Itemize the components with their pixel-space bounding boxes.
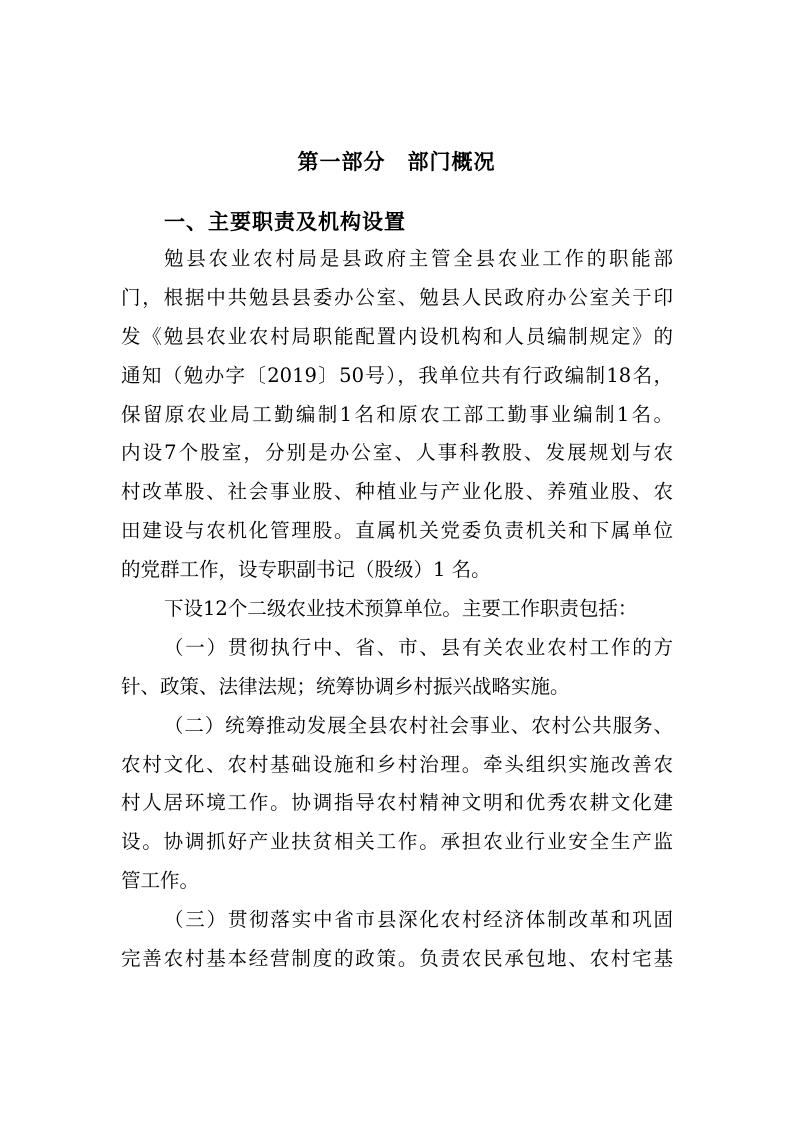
paragraph-1-line: 通知（勉办字〔2019〕50号），我单位共有行政编制18名，	[121, 363, 673, 387]
paragraph-1-line: 内设7个股室，分别是办公室、人事科教股、发展规划与农	[121, 441, 673, 465]
paragraph-3-line: （一）贯彻执行中、省、市、县有关农业农村工作的方	[164, 635, 673, 659]
section-heading: 一、主要职责及机构设置	[164, 210, 406, 234]
paragraph-3-line: 针、政策、法律法规；统筹协调乡村振兴战略实施。	[121, 674, 570, 698]
paragraph-4-line: 设。协调抓好产业扶贫相关工作。承担农业行业安全生产监	[121, 830, 673, 854]
paragraph-1-line: 田建设与农机化管理股。直属机关党委负责机关和下属单位	[121, 519, 673, 543]
paragraph-4-line: 管工作。	[121, 869, 200, 893]
paragraph-5-line: （三）贯彻落实中省市县深化农村经济体制改革和巩固	[164, 908, 673, 932]
paragraph-5-line: 完善农村基本经营制度的政策。负责农民承包地、农村宅基	[121, 947, 673, 971]
paragraph-1-line: 保留原农业局工勤编制1名和原农工部工勤事业编制1名。	[121, 402, 673, 426]
page-title: 第一部分 部门概况	[297, 150, 496, 174]
paragraph-1-line: 门，根据中共勉县县委办公室、勉县人民政府办公室关于印	[121, 285, 673, 309]
paragraph-1-line: 村改革股、社会事业股、种植业与产业化股、养殖业股、农	[121, 480, 673, 504]
paragraph-4-line: 农村文化、农村基础设施和乡村治理。牵头组织实施改善农	[121, 752, 673, 776]
paragraph-1-line: 勉县农业农村局是县政府主管全县农业工作的职能部	[164, 247, 673, 270]
paragraph-2-line: 下设12个二级农业技术预算单位。主要工作职责包括：	[164, 597, 638, 621]
body-text	[121, 240, 673, 979]
paragraph-1-line: 的党群工作，设专职副书记（股级）1 名。	[121, 558, 491, 582]
paragraph-4-line: （二）统筹推动发展全县农村社会事业、农村公共服务、	[164, 713, 673, 737]
paragraph-1-line: 发《勉县农业农村局职能配置内设机构和人员编制规定》的	[121, 324, 673, 348]
paragraph-4-line: 村人居环境工作。协调指导农村精神文明和优秀农耕文化建	[121, 791, 673, 815]
